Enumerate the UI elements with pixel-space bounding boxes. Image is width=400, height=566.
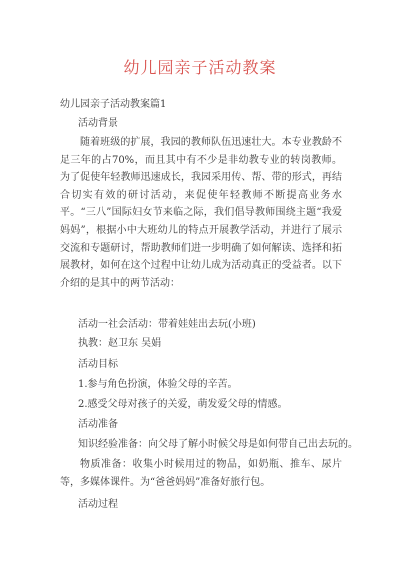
background-heading: 活动背景 xyxy=(78,118,118,129)
prep-materials: 物质准备：收集小时候用过的物品，如奶瓶、推车、尿片等，多媒体课件。为“爸爸妈妈”准备好旅行包。 xyxy=(60,459,342,488)
activity-one-title: 活动一社会活动：带着娃娃出去玩(小班) xyxy=(78,319,256,330)
goals-heading: 活动目标 xyxy=(78,359,118,370)
section-heading: 幼儿园亲子活动教案篇1 xyxy=(60,99,167,110)
background-paragraph: 随着班级的扩展，我园的教师队伍迅速壮大。本专业教龄不足三年的占70%，而且其中有不少是非幼教专业的转岗教师。为了促使年轻教师迅速成长，我园采用传、帮、带的形式，再结合切实有效的研讨活动，来促使年轻教师不断提高业务水平。“三八”国际妇女节来临之际，我们倡导教师围绕主题“我爱妈妈”，根据小中大班幼儿的特点开展教学活动，并进行了展示交流和专题研讨，帮助教师们进一步明确了如何解读、选择和拓展教材，如何在这个过程中让幼儿成为活动真正的受益者。以下介绍的是其中的两节活动： xyxy=(60,137,342,289)
prep-knowledge: 知识经验准备：向父母了解小时候父母是如何带自己出去玩的。 xyxy=(78,439,358,450)
document-title: 幼儿园亲子活动教案 xyxy=(123,58,277,77)
teacher-line: 执教：赵卫东 吴娟 xyxy=(78,338,162,349)
goal-item-1: 1.参与角色扮演，体验父母的辛苦。 xyxy=(78,379,238,390)
goal-item-2: 2.感受父母对孩子的关爱，萌发爱父母的情感。 xyxy=(78,399,288,410)
process-heading: 活动过程 xyxy=(78,499,118,510)
prep-heading: 活动准备 xyxy=(78,419,118,430)
